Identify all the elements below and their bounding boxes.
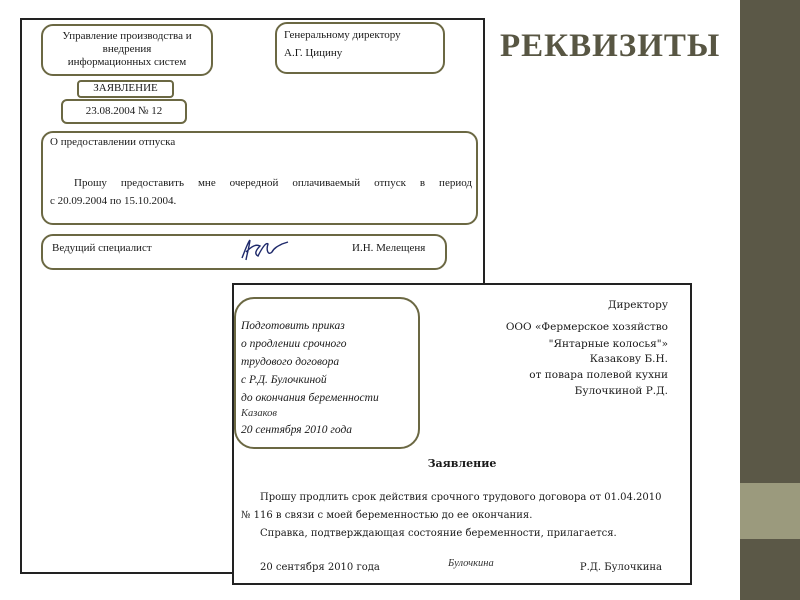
resolution-line-2: о продлении срочного <box>241 338 347 350</box>
org-line-3: информационных систем <box>67 56 187 68</box>
addressee-line-3: "Янтарные колосья"» <box>548 338 668 350</box>
position: Ведущий специалист <box>52 242 152 254</box>
resolution-line-3: трудового договора <box>241 356 340 368</box>
addressee-line-5: от повара полевой кухни <box>529 369 668 381</box>
resolution-line-4: с Р.Д. Булочкиной <box>241 374 327 386</box>
addressee-line-2: ООО «Фермерское хозяйство <box>505 321 668 333</box>
doc-type: ЗАЯВЛЕНИЕ <box>93 82 158 94</box>
handwritten-signature <box>238 234 294 264</box>
org-line-1: Управление производства и <box>62 30 192 42</box>
doc-type: Заявление <box>427 457 497 470</box>
document-contract-extension <box>232 283 692 585</box>
addressee-line-1: Директору <box>607 299 668 311</box>
addressee-line-4: Казакову Б.Н. <box>589 353 668 365</box>
resolution-signature: Казаков <box>241 408 277 419</box>
addressee-line-1: Генеральному директору <box>284 29 401 41</box>
side-bar-accent <box>740 483 800 539</box>
addressee-line-6: Булочкиной Р.Д. <box>574 385 668 397</box>
body-line-1: Прошу продлить срок действия срочного трудового договора от 01.04.2010 <box>260 492 662 503</box>
resolution-line-1: Подготовить приказ <box>241 320 345 332</box>
handwritten-signature: Булочкина <box>448 558 494 569</box>
body-line-2: с 20.09.2004 по 15.10.2004. <box>50 195 177 207</box>
slide-title: РЕКВИЗИТЫ <box>500 28 721 64</box>
body-line-2: № 116 в связи с моей беременностью до ее окончания. <box>241 510 533 521</box>
application-date: 20 сентября 2010 года <box>260 562 380 573</box>
date-number: 23.08.2004 № 12 <box>85 105 163 117</box>
signer-name: И.Н. Мелещеня <box>352 242 426 254</box>
org-line-2: внедрения <box>102 43 152 55</box>
resolution-date: 20 сентября 2010 года <box>241 424 353 436</box>
resolution-line-5: до окончания беременности <box>241 392 379 404</box>
signer-name: Р.Д. Булочкина <box>579 562 662 573</box>
body-line-1: Прошу предоставить мне очередной оплачиваемый отпуск в период <box>74 177 472 189</box>
body-line-3: Справка, подтверждающая состояние беременности, прилагается. <box>260 528 617 539</box>
subject: О предоставлении отпуска <box>50 136 176 148</box>
addressee-line-2: А.Г. Цицину <box>284 47 343 59</box>
